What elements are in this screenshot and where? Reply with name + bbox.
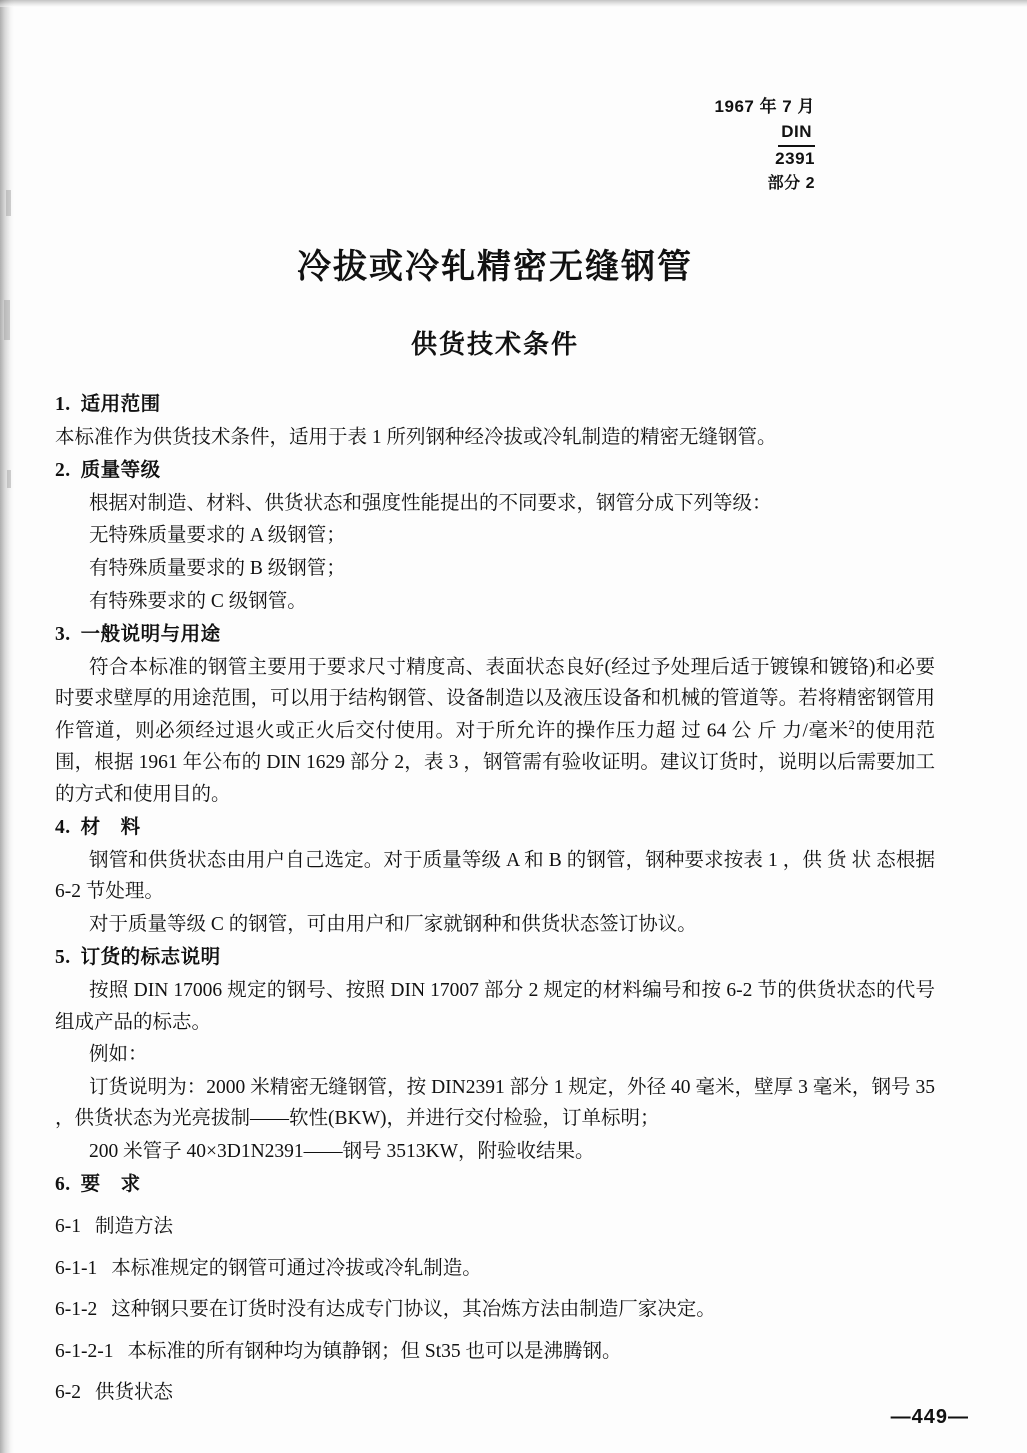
scan-artifact-left-edge <box>0 0 14 1453</box>
section-number-5: 5. <box>55 947 71 969</box>
page-number: —449— <box>890 1406 969 1428</box>
document-title: 冷拔或冷轧精密无缝钢管 <box>297 247 693 288</box>
section-5-example-marking: 200 米管子 40×3D1N2391——钢号 3513KW，附验收结果。 <box>89 1140 595 1162</box>
subsection-6-1-label: 6-1 <box>55 1216 81 1238</box>
document-body <box>55 389 935 1409</box>
section-heading-1 <box>55 389 935 421</box>
section-title-3: 一般说明与用途 <box>80 624 221 646</box>
standard-number: 2391 <box>775 149 815 169</box>
section-title-4: 材 料 <box>80 817 141 839</box>
subsection-6-2-text: 供货状态 <box>95 1382 174 1404</box>
subsection-6-2-label: 6-2 <box>55 1382 81 1404</box>
standard-org-label: DIN <box>778 120 815 148</box>
section-heading-6 <box>55 1169 935 1201</box>
standard-header <box>55 95 935 195</box>
section-heading-2 <box>55 455 935 487</box>
scan-speck <box>7 470 11 488</box>
section-4-paragraph-1: 钢管和供货状态由用户自己选定。对于质量等级 A 和 B 的钢管，钢种要求按表 1 ，供 货 状 态根据 6-2 节处理。 <box>55 849 935 903</box>
subsection-6-1-text: 制造方法 <box>95 1216 174 1238</box>
scan-speck <box>4 300 10 340</box>
section-title-5: 订货的标志说明 <box>80 947 221 969</box>
document-subtitle: 供货技术条件 <box>410 330 579 361</box>
section-5-example-order: 订货说明为：2000 米精密无缝钢管，按 DIN2391 部分 1 规定，外径 40 毫米，壁厚 3 毫米，钢号 35 ，供货状态为光亮拔制——软性(BKW)，并进行交付检验，订单标明； <box>55 1076 935 1130</box>
subsection-6-1-1-label: 6-1-1 <box>55 1257 98 1279</box>
section-heading-4 <box>55 812 935 844</box>
subsection-6-1-2-1-text: 本标准的所有钢种均为镇静钢；但 St35 也可以是沸腾钢。 <box>127 1340 622 1362</box>
section-2-grade-c: 有特殊要求的 C 级钢管。 <box>89 590 307 612</box>
section-heading-3 <box>55 619 935 651</box>
section-1-paragraph-1: 本标准作为供货技术条件，适用于表 1 所列钢种经冷拔或冷轧制造的精密无缝钢管。 <box>55 426 777 448</box>
section-number-2: 2. <box>55 460 71 482</box>
subsection-6-1-2-1-label: 6-1-2-1 <box>55 1340 114 1362</box>
publication-date: 1967 年 7 月 <box>714 97 815 116</box>
section-2-grade-a: 无特殊质量要求的 A 级钢管； <box>89 525 346 547</box>
subsection-6-1-2-label: 6-1-2 <box>55 1299 98 1321</box>
subsection-6-1-2-text: 这种钢只要在订货时没有达成专门协议，其冶炼方法由制造厂家决定。 <box>111 1299 716 1321</box>
section-heading-5 <box>55 942 935 974</box>
document-content <box>55 0 935 1409</box>
section-number-3: 3. <box>55 624 71 646</box>
subsection-6-1-1-text: 本标准规定的钢管可通过冷拔或冷轧制造。 <box>111 1257 482 1279</box>
scan-speck <box>6 190 11 216</box>
subsection-6-1 <box>55 1211 935 1243</box>
section-5-example-label: 例如： <box>89 1044 148 1066</box>
section-title-1: 适用范围 <box>80 394 161 416</box>
section-title-2: 质量等级 <box>80 460 161 482</box>
subsection-6-2 <box>55 1377 935 1409</box>
section-2-grade-b: 有特殊质量要求的 B 级钢管； <box>89 558 346 579</box>
section-3-superscript: 2 <box>848 717 855 732</box>
section-3-paragraph-1 <box>55 652 935 810</box>
section-number-4: 4. <box>55 817 71 839</box>
section-5-paragraph-1: 按照 DIN 17006 规定的钢号、按照 DIN 17007 部分 2 规定的材料编号和按 6-2 节的供货状态的代号组成产品的标志。 <box>55 980 935 1033</box>
section-number-6: 6. <box>55 1174 71 1196</box>
section-4-paragraph-2: 对于质量等级 C 的钢管，可由用户和厂家就钢种和供货状态签订协议。 <box>89 913 697 935</box>
subsection-6-1-1 <box>55 1253 935 1285</box>
section-3-text-part-1: 符合本标准的钢管主要用于要求尺寸精度高、表面状态良好(经过予处理后适于镀镍和镀铬)和必要时要求壁厚的用途范围，可以用于结构钢管、设备制造以及液压设备和机械的管道等。若将精密钢管用作管道，则必须经过退火或正火后交付使用。对于所允许的操作压力超 过 64 公 斤 力/毫米 <box>55 656 935 742</box>
section-2-paragraph-1: 根据对制造、材料、供货状态和强度性能提出的不同要求，钢管分成下列等级： <box>89 492 772 514</box>
section-title-6: 要 求 <box>80 1174 141 1196</box>
standard-part: 部分 2 <box>767 174 815 192</box>
section-3-text-part-2: 的使用范围，根据 1961 年公布的 DIN 1629 部分 2，表 3 ，钢管需有验收证明。建议订货时，说明以后需要加工的方式和使用目的。 <box>55 720 935 805</box>
subsection-6-1-2-1 <box>55 1336 935 1368</box>
section-number-1: 1. <box>55 394 71 416</box>
subsection-6-1-2 <box>55 1294 935 1326</box>
